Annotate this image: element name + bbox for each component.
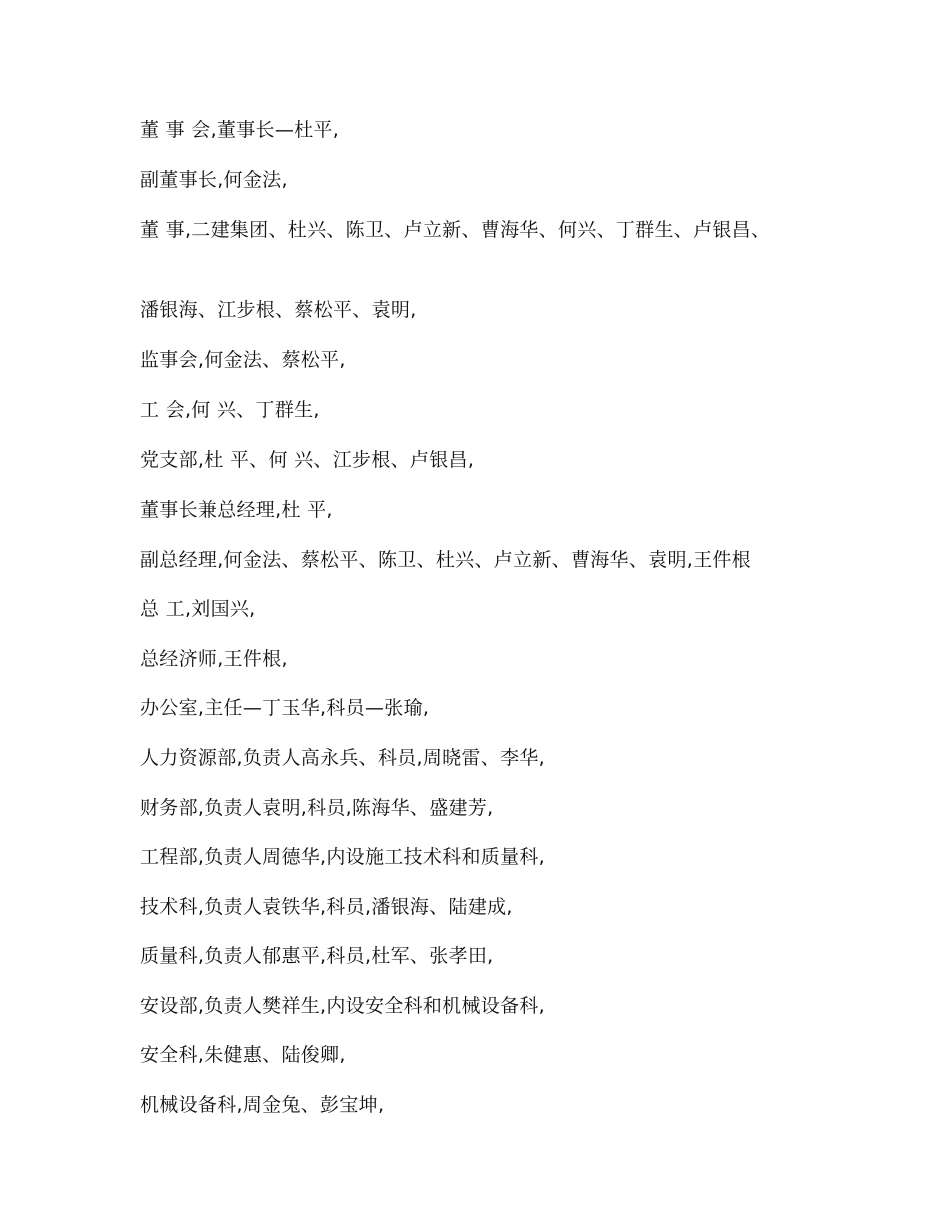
text-line-safety-equipment-department: 安设部,负责人樊祥生,内设安全科和机械设备科, (140, 995, 546, 1017)
text-line-board: 董 事 会,董事长—杜平, (140, 119, 340, 141)
text-line-engineering-department: 工程部,负责人周德华,内设施工技术科和质量科, (140, 846, 546, 868)
text-line-chief-economist: 总经济师,王件根, (140, 648, 288, 670)
text-line-safety-section: 安全科,朱健惠、陆俊卿, (140, 1044, 346, 1066)
text-line-office: 办公室,主任—丁玉华,科员—张瑜, (140, 697, 430, 719)
text-line-chairman-gm: 董事长兼总经理,杜 平, (140, 499, 333, 521)
text-line-machinery-section: 机械设备科,周金兔、彭宝坤, (140, 1094, 385, 1116)
text-line-directors: 董 事,二建集团、杜兴、陈卫、卢立新、曹海华、何兴、丁群生、卢银昌、 (140, 219, 771, 241)
text-line-technical-section: 技术科,负责人袁铁华,科员,潘银海、陆建成, (140, 896, 513, 918)
text-line-labor-union: 工 会,何 兴、丁群生, (140, 399, 320, 421)
text-line-vice-chairman: 副董事长,何金法, (140, 169, 288, 191)
text-line-finance-department: 财务部,负责人袁明,科员,陈海华、盛建芳, (140, 797, 494, 819)
text-line-hr-department: 人力资源部,负责人高永兵、科员,周晓雷、李华, (140, 747, 546, 769)
text-line-chief-engineer: 总 工,刘国兴, (140, 598, 256, 620)
text-line-directors-continued: 潘银海、江步根、蔡松平、袁明, (140, 299, 417, 321)
text-line-quality-section: 质量科,负责人郁惠平,科员,杜军、张孝田, (140, 945, 494, 967)
text-line-deputy-gm: 副总经理,何金法、蔡松平、陈卫、杜兴、卢立新、曹海华、袁明,王件根 (140, 549, 751, 571)
text-line-party-branch: 党支部,杜 平、何 兴、江步根、卢银昌, (140, 449, 475, 471)
text-line-supervisory-board: 监事会,何金法、蔡松平, (140, 349, 346, 371)
